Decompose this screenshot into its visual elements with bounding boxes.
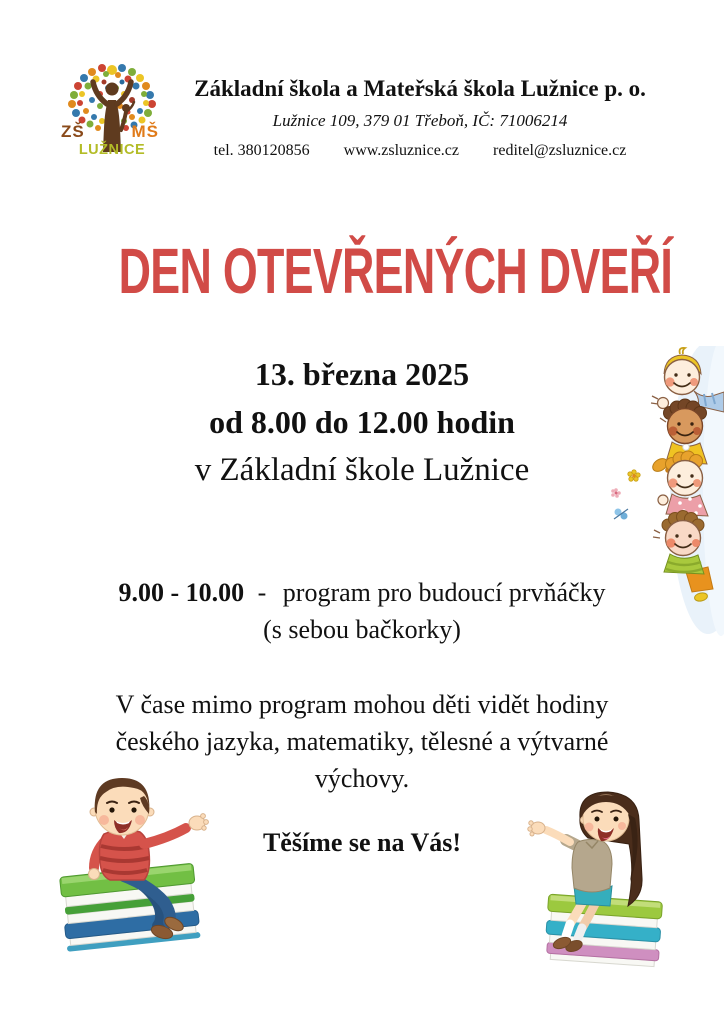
- program-description: program pro budoucí prvňáčky: [282, 578, 606, 607]
- info-line: českého jazyka, matematiky, tělesné a výtvarné: [115, 727, 609, 756]
- logo-text-ms: MŠ: [131, 122, 159, 141]
- header: [160, 76, 680, 160]
- logo-text-zs: ZŠ: [61, 122, 85, 141]
- school-name: Základní škola a Mateřská škola Lužnice p. o.: [194, 76, 646, 101]
- girl-on-books-illustration: [518, 786, 668, 976]
- butterfly-icon: [614, 509, 628, 520]
- website-url: www.zsluznice.cz: [343, 142, 460, 159]
- page-title: DEN OTEVŘENÝCH DVEŘÍ: [118, 235, 673, 307]
- email-address: reditel@zsluznice.cz: [493, 142, 627, 159]
- phone-number: tel. 380120856: [213, 142, 310, 159]
- info-line: výchovy.: [314, 764, 410, 793]
- boy-on-books-illustration: [56, 776, 216, 956]
- school-logo: [58, 62, 166, 168]
- program-dash: -: [257, 578, 267, 607]
- small-flower-icon: [611, 488, 621, 498]
- event-date: 13. března 2025: [254, 356, 470, 392]
- program-note: (s sebou bačkorky): [263, 615, 461, 644]
- school-address: Lužnice 109, 379 01 Třeboň, IČ: 71006214: [272, 111, 568, 130]
- event-time: od 8.00 do 12.00 hodin: [209, 404, 515, 440]
- contact-row: [160, 142, 680, 160]
- logo-text-luznice: LUŽNICE: [78, 142, 146, 158]
- program-time: 9.00 - 10.00: [118, 578, 245, 607]
- info-line: V čase mimo program mohou děti vidět hodiny: [115, 690, 609, 719]
- event-place: v Základní škole Lužnice: [194, 452, 530, 488]
- kid-ponytail-girl: [650, 451, 708, 516]
- closing-message: Těšíme se na Vás!: [262, 828, 462, 857]
- flower-icon: [628, 470, 640, 481]
- kids-peeking-illustration: [608, 346, 724, 636]
